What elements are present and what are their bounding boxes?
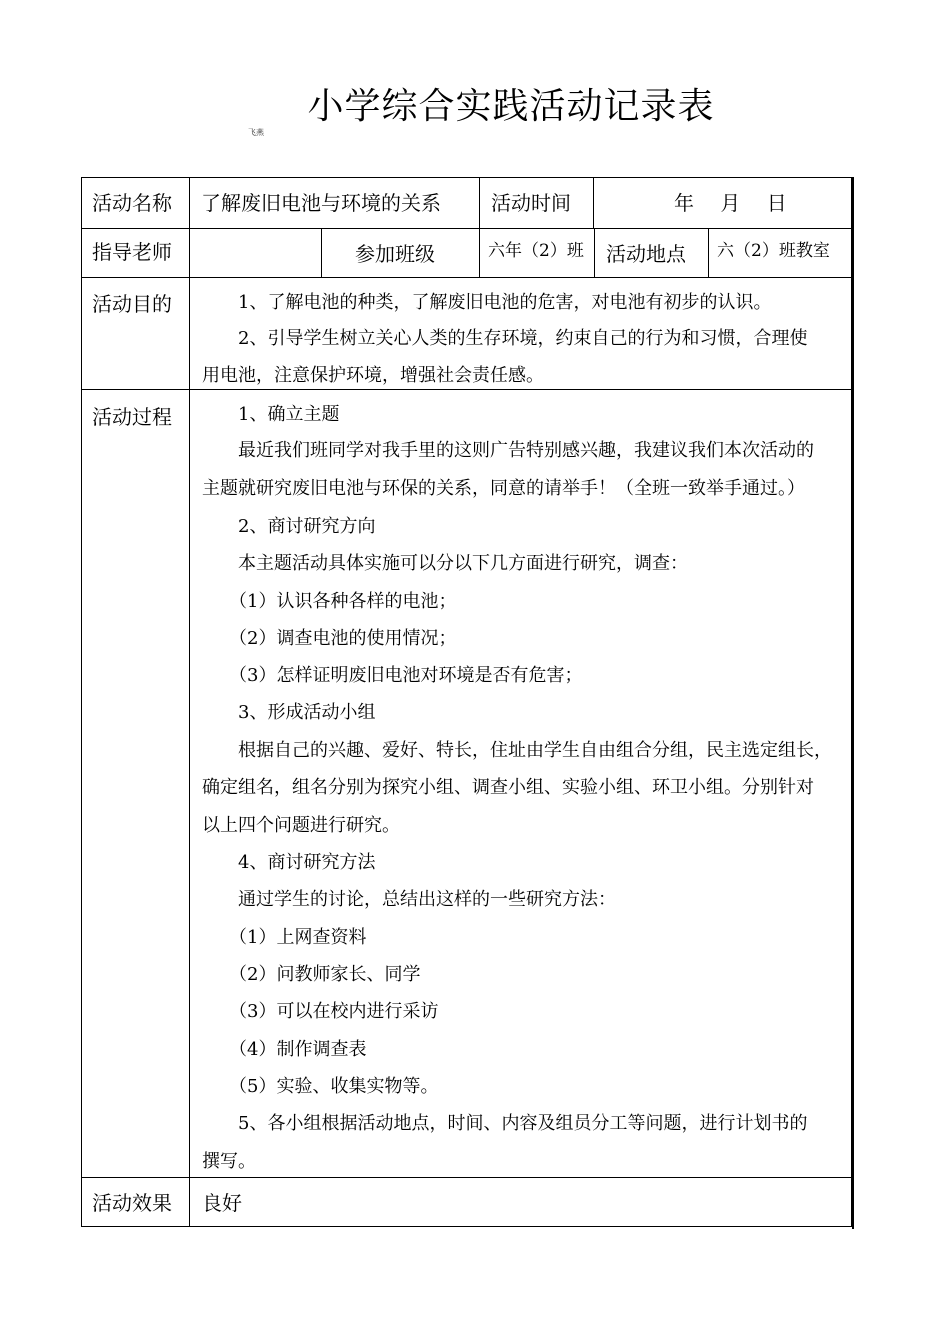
process-line: （3）可以在校内进行采访 bbox=[202, 1001, 439, 1022]
process-line: 通过学生的讨论，总结出这样的一些研究方法： bbox=[202, 889, 616, 910]
process-line: （4）制作调查表 bbox=[202, 1039, 367, 1060]
process-line: 4、商讨研究方法 bbox=[202, 852, 376, 873]
activity-time-value: 年 月 日 bbox=[674, 191, 787, 215]
purpose-line: 2、引导学生树立关心人类的生存环境，约束自己的行为和习惯，合理使 bbox=[202, 328, 808, 349]
process-line: （2）调查电池的使用情况； bbox=[202, 628, 457, 649]
col-divider bbox=[479, 228, 480, 277]
table-right-border bbox=[852, 177, 854, 1229]
process-line: （2）问教师家长、同学 bbox=[202, 964, 421, 985]
activity-name-value: 了解废旧电池与环境的关系 bbox=[201, 191, 441, 215]
effect-value: 良好 bbox=[202, 1191, 242, 1215]
col-divider bbox=[708, 228, 709, 277]
process-line: （5）实验、收集实物等。 bbox=[202, 1076, 439, 1097]
process-line: （1）认识各种各样的电池； bbox=[202, 591, 457, 612]
process-line: 1、确立主题 bbox=[202, 404, 340, 425]
purpose-line: 用电池，注意保护环境，增强社会责任感。 bbox=[202, 365, 544, 386]
teacher-label: 指导老师 bbox=[92, 240, 172, 264]
row-divider bbox=[81, 1177, 852, 1178]
activity-time-label: 活动时间 bbox=[491, 191, 571, 215]
class-label: 参加班级 bbox=[355, 242, 435, 266]
process-line: 以上四个问题进行研究。 bbox=[202, 815, 400, 836]
row-divider bbox=[81, 228, 852, 229]
page-title: 小学综合实践活动记录表 bbox=[307, 86, 715, 127]
process-line: 3、形成活动小组 bbox=[202, 702, 376, 723]
process-line: 5、各小组根据活动地点，时间、内容及组员分工等问题，进行计划书的 bbox=[202, 1113, 808, 1134]
process-label: 活动过程 bbox=[92, 405, 172, 429]
col-divider bbox=[594, 228, 595, 277]
purpose-line: 1、了解电池的种类，了解废旧电池的危害，对电池有初步的认识。 bbox=[202, 292, 772, 313]
col-divider bbox=[593, 177, 594, 228]
col-divider bbox=[479, 177, 480, 228]
place-label: 活动地点 bbox=[606, 242, 686, 266]
small-mark: 飞燕 bbox=[248, 128, 264, 137]
process-line: 本主题活动具体实施可以分以下几方面进行研究，调查： bbox=[202, 553, 688, 574]
purpose-label: 活动目的 bbox=[92, 292, 172, 316]
process-line: 最近我们班同学对我手里的这则广告特别感兴趣，我建议我们本次活动的 bbox=[202, 440, 814, 461]
activity-name-label: 活动名称 bbox=[92, 191, 172, 215]
row-divider bbox=[81, 389, 852, 390]
process-line: 确定组名，组名分别为探究小组、调查小组、实验小组、环卫小组。分别针对 bbox=[202, 777, 814, 798]
col-divider bbox=[321, 228, 322, 277]
process-line: （1）上网查资料 bbox=[202, 927, 367, 948]
process-line: 主题就研究废旧电池与环保的关系，同意的请举手！（全班一致举手通过。） bbox=[202, 478, 805, 499]
process-line: 根据自己的兴趣、爱好、特长，住址由学生自由组合分组，民主选定组长， bbox=[202, 740, 832, 761]
effect-label: 活动效果 bbox=[92, 1191, 172, 1215]
row-divider bbox=[81, 277, 852, 278]
process-line: （3）怎样证明废旧电池对环境是否有危害； bbox=[202, 665, 583, 686]
process-line: 2、商讨研究方向 bbox=[202, 516, 376, 537]
process-line: 撰写。 bbox=[202, 1151, 256, 1172]
class-value: 六年（2）班 bbox=[488, 241, 584, 261]
col-divider bbox=[189, 177, 190, 1227]
place-value: 六（2）班教室 bbox=[717, 241, 830, 261]
